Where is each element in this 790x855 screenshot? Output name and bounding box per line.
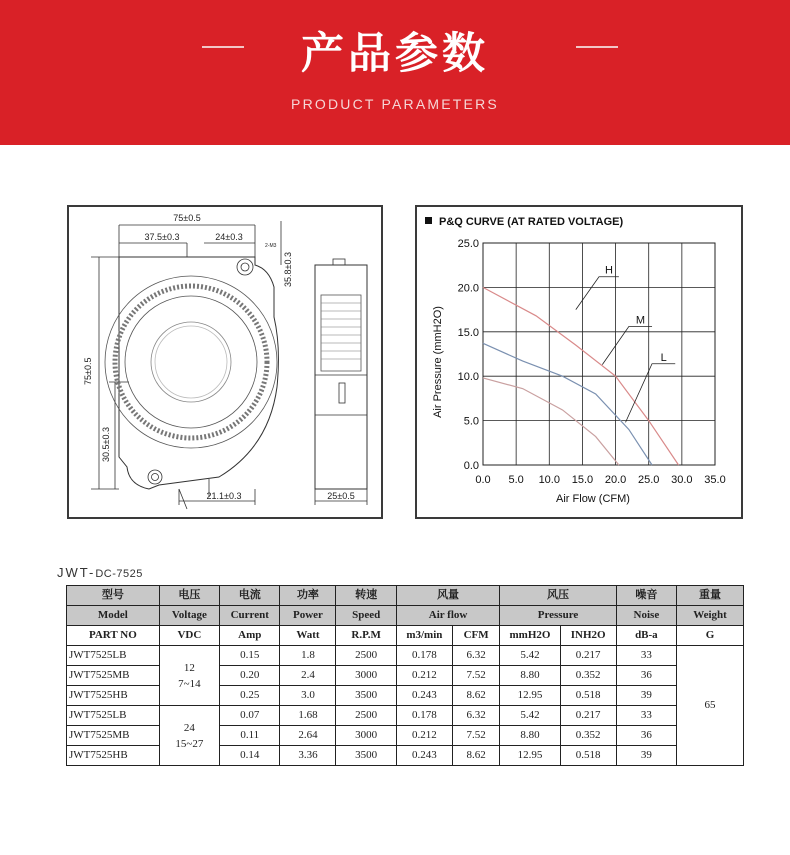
unit-vdc: VDC [159,626,219,646]
y-tick-label: 20.0 [457,282,479,295]
cell-noise: 33 [616,646,676,666]
unit-dba: dB-a [616,626,676,646]
y-tick-label: 10.0 [457,371,479,384]
cell-mmh2o: 5.42 [500,706,560,726]
dim-overall-width: 75±0.5 [173,213,201,223]
cell-model: JWT7525LB [67,706,160,726]
header-cn-weight: 重量 [677,586,744,606]
cell-current: 0.14 [220,746,280,766]
series-line-m [483,343,652,465]
header-en-pressure: Pressure [500,606,616,626]
cell-current: 0.20 [220,666,280,686]
unit-rpm: R.P.M [336,626,396,646]
unit-part-no: PART NO [67,626,160,646]
table-row [67,646,744,666]
cell-cfm: 6.32 [452,706,499,726]
cell-inh2o: 0.518 [560,746,616,766]
cell-m3min: 0.212 [396,666,452,686]
pq-curve-chart [417,207,741,517]
x-tick-label: 10.0 [538,474,560,486]
cell-cfm: 7.52 [452,726,499,746]
cell-mmh2o: 12.95 [500,686,560,706]
fan-dimension-drawing [69,207,381,517]
cell-inh2o: 0.217 [560,646,616,666]
header-en-airflow: Air flow [396,606,499,626]
y-tick-label: 5.0 [463,415,479,428]
side-view-fins [321,303,361,359]
unit-mmh2o: mmH2O [500,626,560,646]
header-cn-model: 型号 [67,586,160,606]
x-tick-label: 25.0 [638,474,660,486]
header-en-voltage: Voltage [159,606,219,626]
cell-cfm: 6.32 [452,646,499,666]
dim-lower-offset: 30.5±0.3 [101,427,111,462]
header-cn-voltage: 电压 [159,586,219,606]
chart-y-axis-label: Air Pressure (mmH2O) [432,306,444,418]
cell-power: 2.64 [280,726,336,746]
chart-ticks [458,238,726,486]
cell-current: 0.11 [220,726,280,746]
header-cn-airflow: 风量 [396,586,499,606]
cell-current: 0.25 [220,686,280,706]
spec-header-en [67,606,744,626]
cell-mmh2o: 12.95 [500,746,560,766]
cell-mmh2o: 8.80 [500,726,560,746]
voltage-nominal: 24 [183,721,195,734]
spec-caption-main: JWT- [57,565,96,580]
voltage-range: 7~14 [178,677,201,690]
x-tick-label: 5.0 [508,474,524,486]
table-row [67,706,744,726]
unit-amp: Amp [220,626,280,646]
cell-speed: 2500 [336,706,396,726]
dimension-drawing-panel [67,205,383,519]
x-tick-label: 35.0 [704,474,726,486]
cell-power: 1.8 [280,646,336,666]
cell-model: JWT7525MB [67,666,160,686]
cell-voltage-group [159,706,219,766]
cell-speed: 2500 [336,646,396,666]
cell-model: JWT7525HB [67,686,160,706]
cell-noise: 33 [616,706,676,726]
cell-power: 3.36 [280,746,336,766]
cell-m3min: 0.243 [396,686,452,706]
cell-speed: 3000 [336,726,396,746]
series-label-m: M [635,314,646,327]
unit-inh2o: INH2O [560,626,616,646]
cell-voltage-group [159,646,219,706]
banner-title: 产品参数 [301,29,489,79]
cell-model: JWT7525LB [67,646,160,666]
cell-current: 0.15 [220,646,280,666]
series-label-h: H [604,264,613,277]
cell-speed: 3500 [336,686,396,706]
y-tick-label: 15.0 [457,326,479,339]
cell-inh2o: 0.352 [560,726,616,746]
header-banner [0,0,790,145]
header-cn-current: 电流 [220,586,280,606]
header-en-current: Current [220,606,280,626]
cell-current: 0.07 [220,706,280,726]
cell-mmh2o: 5.42 [500,646,560,666]
y-tick-label: 25.0 [457,238,479,250]
cell-noise: 39 [616,746,676,766]
header-en-power: Power [280,606,336,626]
header-cn-noise: 噪音 [616,586,676,606]
spec-header-cn [67,586,744,606]
chart-title: P&Q CURVE (AT RATED VOLTAGE) [439,216,624,228]
cell-noise: 36 [616,666,676,686]
cell-inh2o: 0.217 [560,706,616,726]
voltage-nominal: 12 [183,661,195,674]
cell-cfm: 8.62 [452,686,499,706]
dim-overall-height: 75±0.5 [83,357,93,385]
cell-inh2o: 0.518 [560,686,616,706]
header-en-weight: Weight [677,606,744,626]
unit-watt: Watt [280,626,336,646]
chart-series [483,265,679,465]
cell-m3min: 0.243 [396,746,452,766]
spec-caption [57,565,143,580]
plot-area [483,243,715,465]
dim-outlet-width: 24±0.3 [215,232,243,242]
series-leader-l [626,364,676,423]
dim-top-offset: 35.8±0.3 [283,252,293,287]
chart-x-axis-label: Air Flow (CFM) [556,493,630,505]
x-tick-label: 20.0 [604,474,627,486]
dim-hole-label: 2-M3 [265,243,277,249]
chart-grid [483,243,715,465]
series-label-l: L [660,351,667,364]
spec-caption-model: DC-7525 [95,568,143,580]
x-tick-label: 15.0 [571,474,594,486]
header-en-noise: Noise [616,606,676,626]
cell-m3min: 0.212 [396,726,452,746]
cell-m3min: 0.178 [396,706,452,726]
cell-noise: 36 [616,726,676,746]
cell-m3min: 0.178 [396,646,452,666]
dim-thickness: 25±0.5 [327,491,355,501]
cell-power: 2.4 [280,666,336,686]
dim-bottom-offset: 21.1±0.3 [206,491,242,501]
cell-speed: 3500 [336,746,396,766]
chart-title-bullet [425,217,432,224]
cell-model: JWT7525HB [67,746,160,766]
unit-cfm: CFM [452,626,499,646]
unit-g: G [677,626,744,646]
cell-cfm: 8.62 [452,746,499,766]
spec-table [66,585,744,766]
cell-power: 1.68 [280,706,336,726]
cell-inh2o: 0.352 [560,666,616,686]
series-line-l [483,378,619,465]
header-cn-power: 功率 [280,586,336,606]
header-cn-pressure: 风压 [500,586,616,606]
banner-subtitle: PRODUCT PARAMETERS [291,96,499,112]
spec-header-units [67,626,744,646]
cell-weight: 65 [677,646,744,766]
cell-speed: 3000 [336,666,396,686]
pq-curve-panel [415,205,743,519]
cell-mmh2o: 8.80 [500,666,560,686]
cell-cfm: 7.52 [452,666,499,686]
y-tick-label: 0.0 [463,460,479,472]
x-tick-label: 0.0 [475,474,491,486]
x-tick-label: 30.0 [671,474,693,486]
dim-half-width: 37.5±0.3 [144,232,180,242]
header-cn-speed: 转速 [336,586,396,606]
cell-model: JWT7525MB [67,726,160,746]
cell-noise: 39 [616,686,676,706]
cell-power: 3.0 [280,686,336,706]
header-en-model: Model [67,606,160,626]
header-en-speed: Speed [336,606,396,626]
voltage-range: 15~27 [175,737,204,750]
unit-m3min: m3/min [396,626,452,646]
